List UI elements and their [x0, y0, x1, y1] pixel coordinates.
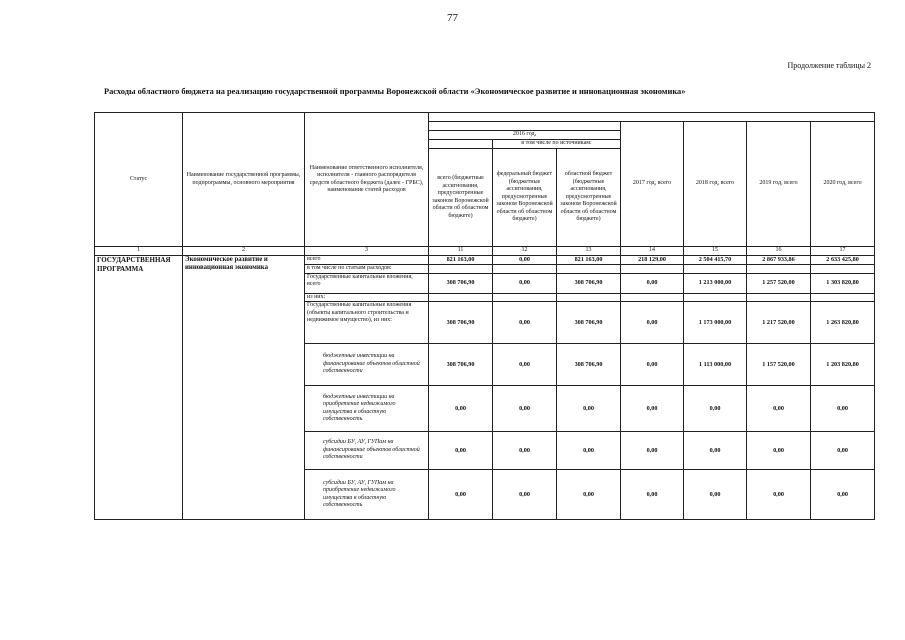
value-cell: 0,00	[557, 386, 621, 432]
value-cell: 0,00	[493, 432, 557, 470]
value-cell: 1 263 820,80	[811, 302, 875, 344]
row-label: Государственные капитальные вложения (объекты капитального строительства и недвижимое имущество), из них:	[305, 302, 429, 344]
col-number: 12	[493, 247, 557, 256]
value-cell: 0,00	[557, 470, 621, 520]
col-number: 1	[95, 247, 183, 256]
value-cell: 0,00	[621, 344, 684, 386]
value-cell: 0,00	[429, 432, 493, 470]
value-cell: 0,00	[493, 302, 557, 344]
value-cell: 0,00	[493, 256, 557, 265]
value-cell: 0,00	[493, 273, 557, 293]
row-label: Государственные капитальные вложения, всего	[305, 273, 429, 293]
value-cell: 0,00	[684, 470, 747, 520]
value-cell: 0,00	[747, 432, 811, 470]
row-label: бюджетные инвестиции на финансирование объектов областной собственности	[305, 344, 429, 386]
table-continuation-note: Продолжение таблицы 2	[787, 61, 871, 70]
value-cell: 1 303 820,80	[811, 273, 875, 293]
header-sources: в том числе по источникам:	[493, 140, 621, 149]
value-cell: 0,00	[747, 386, 811, 432]
header-2018: 2018 год, всего	[684, 122, 747, 247]
value-cell: 1 113 000,00	[684, 344, 747, 386]
value-cell: 1 217 520,00	[747, 302, 811, 344]
col-number: 15	[684, 247, 747, 256]
value-cell: 0,00	[621, 273, 684, 293]
col-number: 16	[747, 247, 811, 256]
value-cell: 0,00	[811, 470, 875, 520]
value-cell: 0,00	[429, 470, 493, 520]
header-2019: 2019 год, всего	[747, 122, 811, 247]
col-number: 2	[183, 247, 305, 256]
value-cell: 308 706,90	[429, 302, 493, 344]
col-number: 14	[621, 247, 684, 256]
header-blank-total	[429, 140, 493, 149]
value-cell: 1 257 520,00	[747, 273, 811, 293]
col-number: 11	[429, 247, 493, 256]
row-label: субсидии БУ, АУ, ГУПам на приобретение недвижимого имущества в областную собственность	[305, 470, 429, 520]
value-cell: 0,00	[811, 432, 875, 470]
col-number: 17	[811, 247, 875, 256]
value-cell: 218 129,00	[621, 256, 684, 265]
value-cell: 308 706,90	[557, 344, 621, 386]
header-program-name: Наименование государственной программы, подпрограммы, основного мероприятия	[183, 113, 305, 247]
col-number: 3	[305, 247, 429, 256]
status-cell: ГОСУДАРСТВЕННАЯ ПРОГРАММА	[95, 256, 183, 520]
value-cell: 0,00	[621, 302, 684, 344]
row-label: всего	[305, 256, 429, 265]
value-cell: 0,00	[557, 432, 621, 470]
header-2020: 2020 год, всего	[811, 122, 875, 247]
value-cell: 308 706,90	[429, 344, 493, 386]
header-2017: 2017 год, всего	[621, 122, 684, 247]
value-cell: 821 163,00	[557, 256, 621, 265]
value-cell: 0,00	[621, 470, 684, 520]
budget-table	[94, 112, 875, 520]
value-cell: 0,00	[684, 432, 747, 470]
row-label: в том числе по статьям расходов:	[305, 265, 429, 274]
value-cell: 0,00	[621, 386, 684, 432]
value-cell: 2 867 933,86	[747, 256, 811, 265]
value-cell: 1 203 820,80	[811, 344, 875, 386]
value-cell: 2 633 425,80	[811, 256, 875, 265]
value-cell: 308 706,90	[557, 302, 621, 344]
value-cell: 1 213 000,00	[684, 273, 747, 293]
row-label: субсидии БУ, АУ, ГУПам на финансирование объектов областной собственности	[305, 432, 429, 470]
header-2016-total: всего (бюджетные ассигнования, предусмотренные законом Воронежской области об областном бюджете)	[429, 149, 493, 247]
program-name-cell: Экономическое развитие и инновационная экономика	[183, 256, 305, 520]
value-cell: 0,00	[493, 386, 557, 432]
header-blank-top	[429, 113, 875, 122]
row-label: из них:	[305, 293, 429, 302]
header-regional: областной бюджет (бюджетные ассигнования, предусмотренные законом Воронежской области об областном бюджете)	[557, 149, 621, 247]
value-cell: 1 157 520,00	[747, 344, 811, 386]
header-federal: федеральный бюджет (бюджетные ассигнования, предусмотренные законом Воронежской области об областном бюджете)	[493, 149, 557, 247]
value-cell: 821 163,00	[429, 256, 493, 265]
row-label: бюджетные инвестиции на приобретение недвижимого имущества в областную собственность	[305, 386, 429, 432]
header-status: Статус	[95, 113, 183, 247]
value-cell: 308 706,90	[429, 273, 493, 293]
value-cell: 0,00	[429, 386, 493, 432]
table-title: Расходы областного бюджета на реализацию государственной программы Воронежской области «Экономическое развитие и инновационная экономика»	[104, 87, 686, 96]
value-cell: 1 173 000,00	[684, 302, 747, 344]
header-executor: Наименование ответственного исполнителя, исполнителя - главного распорядителя средств областного бюджета (далее - ГРБС), наименование статей расходов	[305, 113, 429, 247]
header-2016-year: 2016 год,	[429, 131, 621, 140]
value-cell: 0,00	[684, 386, 747, 432]
column-number-row	[95, 247, 875, 256]
page-number: 77	[447, 12, 458, 24]
col-number: 13	[557, 247, 621, 256]
value-cell: 2 504 415,70	[684, 256, 747, 265]
header-blank-sub	[429, 122, 621, 131]
value-cell: 0,00	[747, 470, 811, 520]
value-cell: 0,00	[493, 470, 557, 520]
table-row	[95, 256, 875, 265]
value-cell: 0,00	[621, 432, 684, 470]
value-cell: 0,00	[811, 386, 875, 432]
value-cell: 0,00	[493, 344, 557, 386]
value-cell: 308 706,90	[557, 273, 621, 293]
